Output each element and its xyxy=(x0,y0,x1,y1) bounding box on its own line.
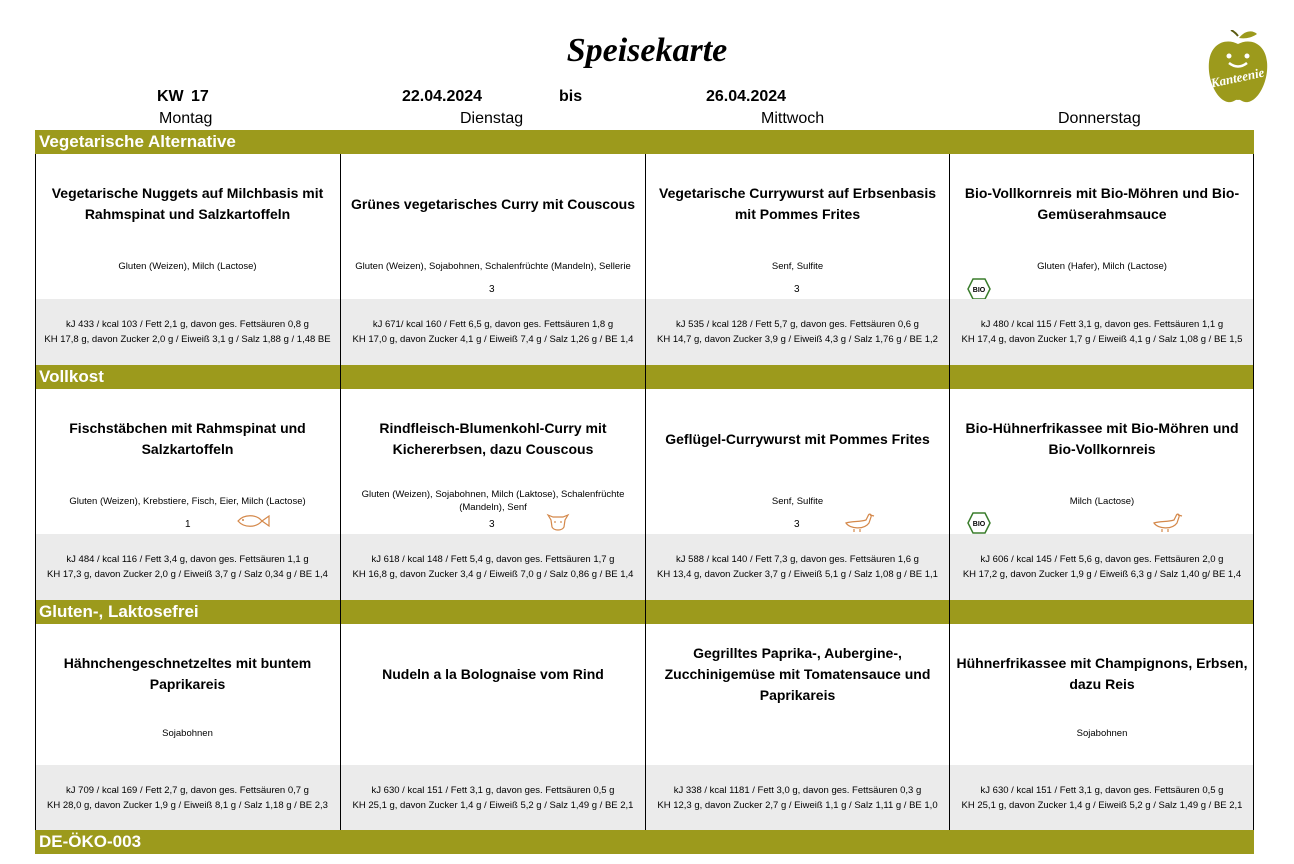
dish-name: Vegetarische Currywurst auf Erbsenbasis mit Pommes Frites xyxy=(659,185,936,222)
allergen-list: Sojabohnen xyxy=(1076,728,1128,739)
menu-cell xyxy=(950,389,1254,600)
menu-cell xyxy=(646,624,949,830)
allergen-list: Gluten (Weizen), Milch (Lactose) xyxy=(118,261,257,272)
svg-text:BIO: BIO xyxy=(972,521,986,528)
day-monday: Montag xyxy=(159,110,213,127)
additive-marker: 3 xyxy=(794,519,800,530)
dish-name: Grünes vegetarisches Curry mit Couscous xyxy=(351,195,635,212)
nutrition-info xyxy=(35,765,340,830)
nutrition-line-2: KH 17,3 g, davon Zucker 2,0 g / Eiweiß 3,7 g / Salz 0,34 g / BE 1,4 xyxy=(47,569,328,580)
fish-icon xyxy=(235,513,271,529)
nutrition-line-1: kJ 535 / kcal 128 / Fett 5,7 g, davon ges. Fettsäuren 0,6 g xyxy=(676,319,919,330)
bio-seal-icon xyxy=(967,278,991,300)
nutrition-line-2: KH 17,0 g, davon Zucker 4,1 g / Eiweiß 7,4 g / Salz 1,26 g / BE 1,4 xyxy=(352,334,634,345)
nutrition-info xyxy=(950,534,1254,600)
nutrition-info xyxy=(950,299,1254,365)
dish-name: Rindfleisch-Blumenkohl-Curry mit Kichererbsen, dazu Couscous xyxy=(379,420,607,457)
nutrition-line-1: kJ 630 / kcal 151 / Fett 3,1 g, davon ges. Fettsäuren 0,5 g xyxy=(980,784,1224,796)
nutrition-info xyxy=(35,534,340,600)
dish-name: Geflügel-Currywurst mit Pommes Frites xyxy=(665,430,930,447)
nutrition-line-1: kJ 480 / kcal 115 / Fett 3,1 g, davon ges. Fettsäuren 1,1 g xyxy=(980,319,1224,330)
date-to: 26.04.2024 xyxy=(706,88,787,105)
nutrition-line-2: KH 28,0 g, davon Zucker 1,9 g / Eiweiß 8,1 g / Salz 1,18 g / BE 2,3 xyxy=(47,799,328,811)
allergen-list: Senf, Sulfite xyxy=(771,496,824,507)
allergen-list: Gluten (Weizen), Sojabohnen, Milch (Laktose), Schalenfrüchte (Mandeln), Senf xyxy=(361,489,625,513)
kw-value: 17 xyxy=(191,88,209,105)
dish-name: Nudeln a la Bolognaise vom Rind xyxy=(382,665,604,682)
dish-name: Gegrilltes Paprika-, Aubergine-, Zucchinigemüse mit Tomatensauce und Paprikareis xyxy=(664,644,931,703)
nutrition-line-1: kJ 484 / kcal 116 / Fett 3,4 g, davon ges. Fettsäuren 1,1 g xyxy=(66,554,309,565)
allergen-list: Gluten (Hafer), Milch (Lactose) xyxy=(1037,261,1167,272)
footer-eco-code: DE-ÖKO-003 xyxy=(35,830,1254,854)
nutrition-line-2: KH 13,4 g, davon Zucker 3,7 g / Eiweiß 5,1 g / Salz 1,08 g / BE 1,1 xyxy=(657,569,938,580)
dish-name: Hühnerfrikassee mit Champignons, Erbsen, dazu Reis xyxy=(956,655,1248,692)
nutrition-line-1: kJ 433 / kcal 103 / Fett 2,1 g, davon ges. Fettsäuren 0,8 g xyxy=(66,319,309,330)
grid-line xyxy=(35,154,36,830)
nutrition-line-2: KH 14,7 g, davon Zucker 3,9 g / Eiweiß 4,3 g / Salz 1,76 g / BE 1,2 xyxy=(657,334,938,345)
menu-cell xyxy=(341,154,645,365)
nutrition-info xyxy=(646,299,949,365)
bio-seal-icon xyxy=(967,512,991,534)
dish-name: Vegetarische Nuggets auf Milchbasis mit Rahmspinat und Salzkartoffeln xyxy=(51,185,324,222)
dish-name: Bio-Vollkornreis mit Bio-Möhren und Bio-Gemüserahmsauce xyxy=(964,185,1240,222)
nutrition-line-1: kJ 588 / kcal 140 / Fett 7,3 g, davon ges. Fettsäuren 1,6 g xyxy=(676,554,919,565)
section-band-vegetarian: Vegetarische Alternative xyxy=(35,130,1254,154)
logo-text: Kanteenie xyxy=(1209,64,1266,91)
nutrition-info xyxy=(35,299,340,365)
nutrition-line-2: KH 12,3 g, davon Zucker 2,7 g / Eiweiß 1,1 g / Salz 1,11 g / BE 1,0 xyxy=(657,799,938,811)
grid-line xyxy=(645,154,646,830)
nutrition-line-2: KH 25,1 g, davon Zucker 1,4 g / Eiweiß 5,2 g / Salz 1,49 g / BE 2,1 xyxy=(352,799,634,811)
nutrition-line-2: KH 17,8 g, davon Zucker 2,0 g / Eiweiß 3,1 g / Salz 1,88 g / 1,48 BE xyxy=(44,334,331,345)
section-band-glutenfree: Gluten-, Laktosefrei xyxy=(35,600,1254,624)
menu-cell xyxy=(950,154,1254,365)
allergen-list: Gluten (Weizen), Krebstiere, Fisch, Eier, Milch (Lactose) xyxy=(69,496,306,507)
nutrition-info xyxy=(646,534,949,600)
nutrition-line-1: kJ 630 / kcal 151 / Fett 3,1 g, davon ges. Fettsäuren 0,5 g xyxy=(371,784,615,796)
grid-line xyxy=(949,154,950,830)
nutrition-line-1: kJ 618 / kcal 148 / Fett 5,4 g, davon ges. Fettsäuren 1,7 g xyxy=(371,554,615,565)
svg-text:BIO: BIO xyxy=(972,287,986,294)
additive-marker: 3 xyxy=(489,519,495,530)
allergen-list: Gluten (Weizen), Sojabohnen, Schalenfrüchte (Mandeln), Sellerie xyxy=(355,261,631,272)
cow-icon xyxy=(545,511,571,533)
menu-cell xyxy=(950,624,1254,830)
nutrition-line-2: KH 25,1 g, davon Zucker 1,4 g / Eiweiß 5,2 g / Salz 1,49 g / BE 2,1 xyxy=(961,799,1243,811)
grid-line xyxy=(1253,154,1254,830)
allergen-list: Senf, Sulfite xyxy=(771,261,824,272)
menu-cell xyxy=(646,154,949,365)
dish-name: Hähnchengeschnetzeltes mit buntem Paprikareis xyxy=(63,655,312,692)
nutrition-line-1: kJ 606 / kcal 145 / Fett 5,6 g, davon ges. Fettsäuren 2,0 g xyxy=(980,554,1224,565)
kanteenie-logo xyxy=(1205,30,1271,106)
nutrition-line-2: KH 17,4 g, davon Zucker 1,7 g / Eiweiß 4,1 g / Salz 1,08 g / BE 1,5 xyxy=(961,334,1243,345)
chicken-icon xyxy=(844,511,876,533)
date-from: 22.04.2024 xyxy=(402,88,483,105)
dish-name: Bio-Hühnerfrikassee mit Bio-Möhren und Bio-Vollkornreis xyxy=(965,420,1239,457)
bis-label: bis xyxy=(559,88,583,105)
kw-label: KW xyxy=(157,88,184,105)
nutrition-info xyxy=(950,765,1254,830)
nutrition-info xyxy=(341,299,645,365)
menu-cell xyxy=(646,389,949,600)
allergen-list: Sojabohnen xyxy=(162,728,213,739)
day-wednesday: Mittwoch xyxy=(761,110,825,127)
chicken-icon xyxy=(1152,511,1184,533)
menu-cell xyxy=(341,389,645,600)
nutrition-line-1: kJ 709 / kcal 169 / Fett 2,7 g, davon ges. Fettsäuren 0,7 g xyxy=(66,784,309,796)
day-tuesday: Dienstag xyxy=(460,110,524,127)
additive-marker: 3 xyxy=(794,284,800,295)
allergen-list: Milch (Lactose) xyxy=(1069,496,1135,507)
nutrition-line-1: kJ 671/ kcal 160 / Fett 6,5 g, davon ges. Fettsäuren 1,8 g xyxy=(372,319,614,330)
nutrition-line-2: KH 16,8 g, davon Zucker 3,4 g / Eiweiß 7,0 g / Salz 0,86 g / BE 1,4 xyxy=(352,569,634,580)
nutrition-info xyxy=(341,534,645,600)
day-thursday: Donnerstag xyxy=(1058,110,1141,127)
menu-cell xyxy=(341,624,645,830)
dish-name: Fischstäbchen mit Rahmspinat und Salzkartoffeln xyxy=(69,420,306,457)
nutrition-line-2: KH 17,2 g, davon Zucker 1,9 g / Eiweiß 6,3 g / Salz 1,40 g/ BE 1,4 xyxy=(962,569,1242,580)
nutrition-info xyxy=(646,765,949,830)
menu-cell xyxy=(35,624,340,830)
nutrition-line-1: kJ 338 / kcal 1181 / Fett 3,0 g, davon ges. Fettsäuren 0,3 g xyxy=(673,784,922,796)
grid-line xyxy=(340,154,341,830)
nutrition-info xyxy=(341,765,645,830)
additive-marker: 3 xyxy=(489,284,495,295)
menu-cell xyxy=(35,389,340,600)
menu-cell xyxy=(35,154,340,365)
section-band-vollkost: Vollkost xyxy=(35,365,1254,389)
page-title: Speisekarte xyxy=(566,32,728,69)
additive-marker: 1 xyxy=(185,519,191,530)
